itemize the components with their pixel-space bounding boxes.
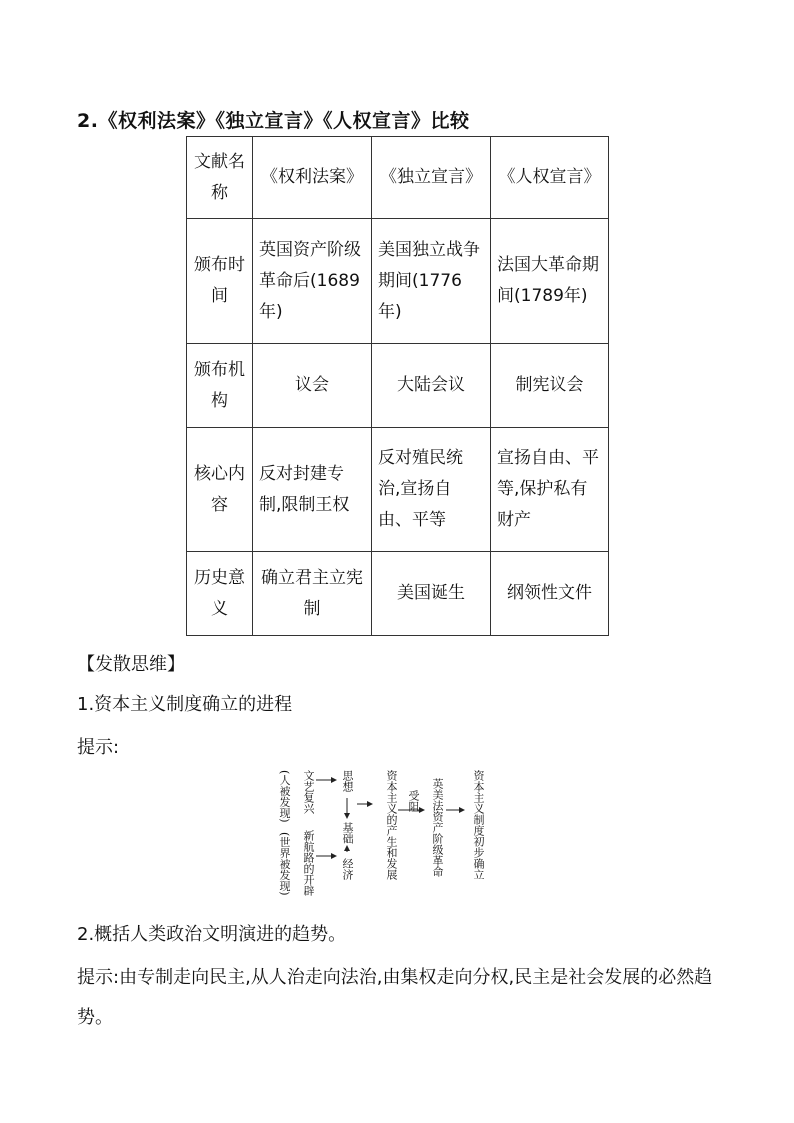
question-1-hint: 提示:	[77, 737, 120, 758]
establishment: 资本主义制度初步确立	[472, 770, 485, 880]
table-cell: 宣扬自由、平等,保护私有财产	[491, 428, 609, 552]
table-cell: 法国大革命期间(1789年)	[491, 219, 609, 344]
table-row	[187, 219, 609, 344]
table-cell: 制宪议会	[491, 344, 609, 428]
table-row	[187, 428, 609, 552]
table-row	[187, 552, 609, 636]
renaissance-note: (人被发现)	[278, 770, 291, 823]
renaissance: 文艺复兴	[302, 770, 315, 814]
question-2: 2.概括人类政治文明演进的趋势。	[77, 924, 347, 945]
row-label: 颁布时间	[187, 219, 253, 344]
section-heading: 2.《权利法案》《独立宣言》《人权宣言》比较	[77, 110, 470, 132]
table-cell: 大陆会议	[372, 344, 491, 428]
foundation: 基础	[341, 822, 354, 844]
row-label: 历史意义	[187, 552, 253, 636]
question-1: 1.资本主义制度确立的进程	[77, 694, 293, 715]
table-cell: 反对殖民统治,宣扬自由、平等	[372, 428, 491, 552]
table-cell: 纲领性文件	[491, 552, 609, 636]
obstructed-label: 受阻	[407, 790, 420, 812]
table-header-col	[372, 137, 491, 219]
economy: 经济	[341, 858, 354, 880]
new-routes: 新航路的开辟	[302, 830, 315, 896]
row-label: 核心内容	[187, 428, 253, 552]
table-cell: 反对封建专制,限制王权	[253, 428, 372, 552]
table-cell: 英国资产阶级革命后(1689年)	[253, 219, 372, 344]
table-row	[187, 344, 609, 428]
table-cell: 美国独立战争期间(1776年)	[372, 219, 491, 344]
table-cell: 确立君主立宪制	[253, 552, 372, 636]
capitalism-rise: 资本主义的产生和发展	[385, 770, 398, 880]
table-header-col: 《人权宣言》	[491, 137, 609, 219]
table-header-col: 《权利法案》	[253, 137, 372, 219]
revolutions: 英美法资产阶级革命	[431, 778, 444, 877]
thought: 思想	[341, 770, 354, 792]
comparison-table	[186, 136, 609, 636]
question-2-hint: 提示:由专制走向民主,从人治走向法治,由集权走向分权,民主是社会发展的必然趋势。	[77, 967, 713, 1028]
table-header-label: 文献名称	[187, 137, 253, 219]
table-header-col-text: 《独立宣言》	[380, 167, 482, 187]
capitalism-process-diagram	[276, 768, 490, 898]
table-cell: 美国诞生	[372, 552, 491, 636]
table-cell: 议会	[253, 344, 372, 428]
divergent-thinking-title: 【发散思维】	[77, 654, 185, 675]
table-header-row	[187, 137, 609, 219]
new-routes-note: (世界被发现)	[278, 832, 291, 896]
row-label: 颁布机构	[187, 344, 253, 428]
